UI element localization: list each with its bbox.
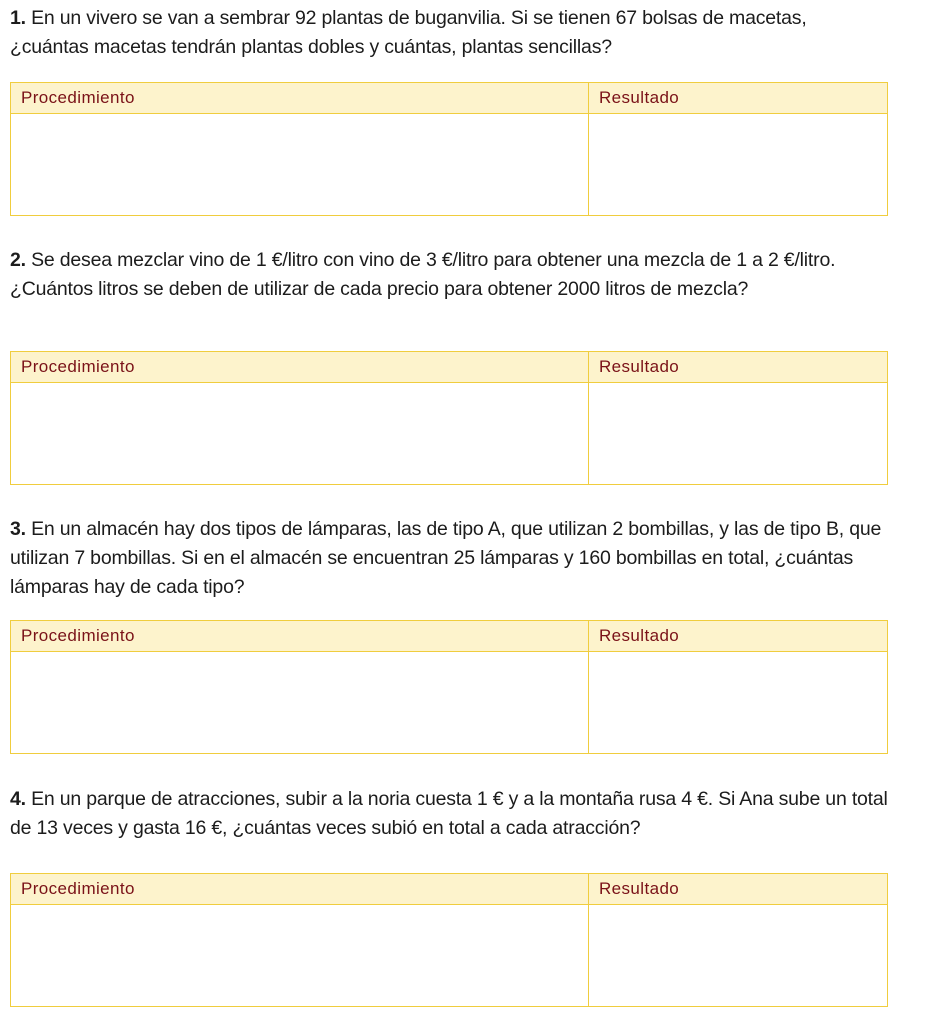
problem-3-answer-table: [10, 620, 888, 754]
procedure-header: Procedimiento: [11, 621, 589, 652]
problem-text: Se desea mezclar vino de 1 €/litro con vino de 3 €/litro para obtener una mezcla de 1 a 2 €/litro. ¿Cuántos litros se deben de utilizar de cada precio para obtener 2000 litros de mezcla?: [10, 249, 836, 300]
problem-text: En un parque de atracciones, subir a la noria cuesta 1 € y a la montaña rusa 4 €. Si Ana sube un total de 13 veces y gasta 16 €, ¿cuántas veces subió en total a cada atracción?: [10, 788, 888, 839]
result-answer-area[interactable]: [589, 905, 887, 1006]
problem-4-statement: [10, 785, 890, 843]
problem-2-answer-table: [10, 351, 888, 485]
problem-number: 3.: [10, 518, 26, 540]
result-answer-area[interactable]: [589, 114, 887, 215]
problem-text: En un vivero se van a sembrar 92 plantas de buganvilia. Si se tienen 67 bolsas de macetas, ¿cuántas macetas tendrán plantas dobles y cuántas, plantas sencillas?: [10, 7, 807, 58]
procedure-header: Procedimiento: [11, 83, 589, 114]
problem-number: 2.: [10, 249, 26, 271]
procedure-header: Procedimiento: [11, 874, 589, 905]
problem-4-answer-table: [10, 873, 888, 1007]
problem-3-statement: [10, 515, 890, 602]
problem-1-statement: [10, 4, 890, 62]
result-header: Resultado: [589, 83, 887, 114]
result-header: Resultado: [589, 352, 887, 383]
procedure-answer-area[interactable]: [11, 905, 589, 1006]
result-header: Resultado: [589, 874, 887, 905]
result-header: Resultado: [589, 621, 887, 652]
problem-number: 4.: [10, 788, 26, 810]
result-answer-area[interactable]: [589, 652, 887, 753]
procedure-header: Procedimiento: [11, 352, 589, 383]
problem-text: En un almacén hay dos tipos de lámparas, las de tipo A, que utilizan 2 bombillas, y las de tipo B, que utilizan 7 bombillas. Si en el almacén se encuentran 25 lámparas y 160 bombillas en total, ¿cuántas lámparas hay de cada tipo?: [10, 518, 882, 598]
problem-2-statement: [10, 246, 890, 304]
problem-number: 1.: [10, 7, 26, 29]
procedure-answer-area[interactable]: [11, 652, 589, 753]
procedure-answer-area[interactable]: [11, 383, 589, 484]
result-answer-area[interactable]: [589, 383, 887, 484]
problem-1-answer-table: [10, 82, 888, 216]
procedure-answer-area[interactable]: [11, 114, 589, 215]
